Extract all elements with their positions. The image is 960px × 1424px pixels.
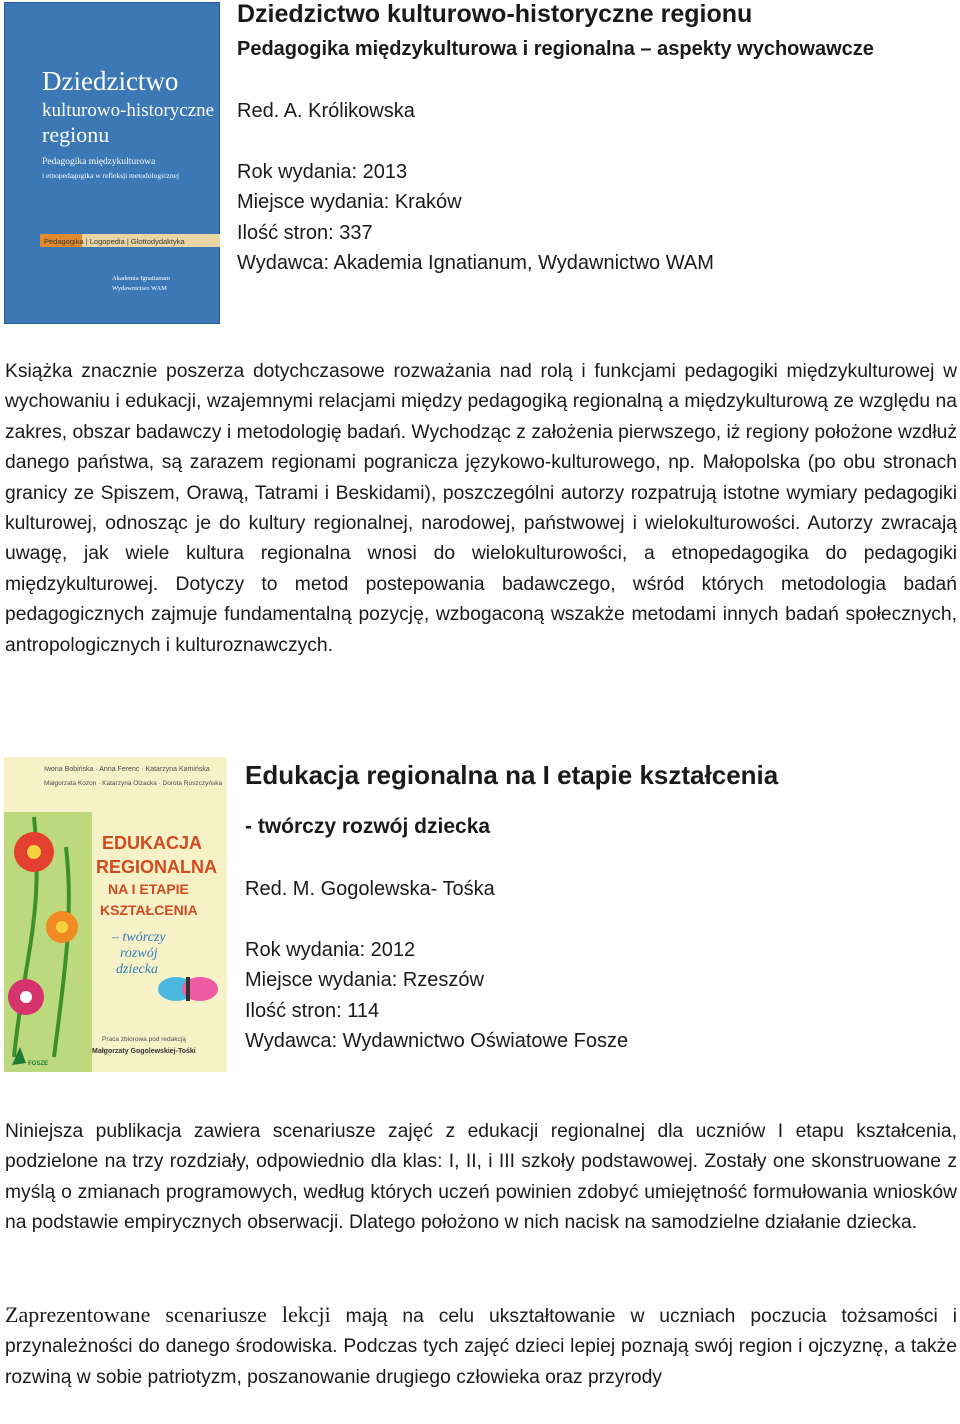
book2-cover-logo-text: FOSZE [28,1061,49,1067]
book2-description-2 [5,1300,957,1393]
book2-cover-editor-1: Praca zbiorowa pod redakcją [102,1036,186,1043]
book1-description: Książka znacznie poszerza dotychczasowe rozważania nad rolą i funkcjami pedagogiki międzykulturowej w wychowaniu i edukacji, wzajemnymi relacjami między pedagogiką regionalną a międzykulturową ze względu na zakres, obszar badawczy i metodologię badań. Wychodząc z założenia pierwszego, iż regiony położone wzdłuż danego państwa, są zarazem regionami pogranicza językowo-kulturowego, np. Małopolska (po obu stronach granicy ze Spiszem, Orawą, Tatrami i Beskidami), poszczególni autorzy rozpatrują istotne wymiary pedagogiki kulturowej, odnosząc je do kultury regionalnej, narodowej, państwowej i wielokulturowości. Autorzy zwracają uwagę, jak wiele kultura regionalna wnosi do wielokulturowości, a etnopedagogika do pedagogiki międzykulturowej. Dotyczy to metod postepowania badawczego, wśród których metodologia badań pedagogicznych zajmuje fundamentalną pozycję, wzbogaconą wszakże metodami innych badań społecznych, antropologicznych i kulturoznawczych. [5,361,957,656]
book1-cover-image [4,2,220,324]
book2-cover-title-4: KSZTAŁCENIA [100,902,198,918]
book2-cover-title-1: EDUKACJA [102,833,203,853]
book2-cover-editor-2: Małgorzaty Gogolewskiej-Tośki [92,1048,196,1055]
book2-cover-subtitle-2: rozwój [120,946,158,961]
book2-description-2-lead: Zaprezentowane scenariusze lekcji [5,1302,331,1327]
book2-cover-subtitle-3: dziecka [116,962,158,977]
book1-cover-title-3: regionu [42,122,110,147]
book2-subtitle: - twórczy rozwój dziecka [245,815,491,838]
book2-cover-authors-2: Małgorzata Kozon · Katarzyna Olzacka · Dorota Ruszczyńska [44,780,223,787]
book1-cover-subtitle-1: Pedagogika międzykulturowa [42,157,156,167]
book1-title: Dziedzictwo kulturowo-historyczne regionu [237,0,753,28]
book1-cover-publisher-2: Wydawnictwo WAM [112,285,167,292]
book2-cover-subtitle-1: – twórczy [112,930,166,945]
book2-description: Niniejsza publikacja zawiera scenariusze zajęć z edukacji regionalnej dla uczniów I etapu kształcenia, podzielone na trzy rozdziały, odpowiednio dla klas: I, II, i III szkoły podstawowej. Zostały one skonstruowane z myślą o zmianach programowych, według których uczeń powinien zdobyć umiejętność formułowania wniosków na podstawie empirycznych obserwacji. Dlatego położono w nich nacisk na samodzielne działanie dziecka. [5,1121,957,1234]
book2-cover-butterfly [158,977,218,1001]
book1-publisher: Wydawca: Akademia Ignatianum, Wydawnictwo WAM [237,252,714,274]
book1-cover-series-text: Pedagogika | Logopedia | Glottodydaktyka [44,237,185,246]
book2-editor: Red. M. Gogolewska- Tośka [245,878,495,900]
book1-year: Rok wydania: 2013 [237,161,408,183]
book2-year: Rok wydania: 2012 [245,939,416,961]
book2-cover-title-3: NA I ETAPIE [108,881,189,897]
book2-publisher: Wydawca: Wydawnictwo Oświatowe Fosze [245,1030,629,1052]
book1-place: Miejsce wydania: Kraków [237,191,462,213]
book2-cover-authors-1: Iwona Bobińska · Anna Ferenc · Katarzyna Kamińska [44,766,210,773]
book1-cover-title-2: kulturowo-historyczne [42,100,215,121]
book2-pages: Ilość stron: 114 [245,1000,380,1022]
book2-place: Miejsce wydania: Rzeszów [245,969,484,991]
book1-subtitle: Pedagogika międzykulturowa i regionalna – aspekty wychowawcze [237,38,874,60]
book1-cover-publisher-1: Akademia Ignatianum [112,275,170,282]
book1-pages: Ilość stron: 337 [237,222,373,244]
book1-cover-subtitle-2: i etnopedagogika w refleksji metodologicznej [42,171,180,180]
book1-cover-title-1: Dziedzictwo [42,66,179,96]
book2-cover-image [4,757,227,1072]
book2-cover-title-2: REGIONALNA [96,857,217,877]
book1-editor: Red. A. Królikowska [237,100,415,122]
book2-description-2-rest: mają na celu ukształtowanie w uczniach poczucia tożsamości i przynależności do danego środowiska. Podczas tych zajęć dzieci lepiej poznają swój region i ojczyznę, a także rozwiną w sobie patriotyzm, poszanowanie drugiego człowieka oraz przyrody [5,1306,957,1388]
book2-title: Edukacja regionalna na I etapie kształcenia [245,760,779,790]
